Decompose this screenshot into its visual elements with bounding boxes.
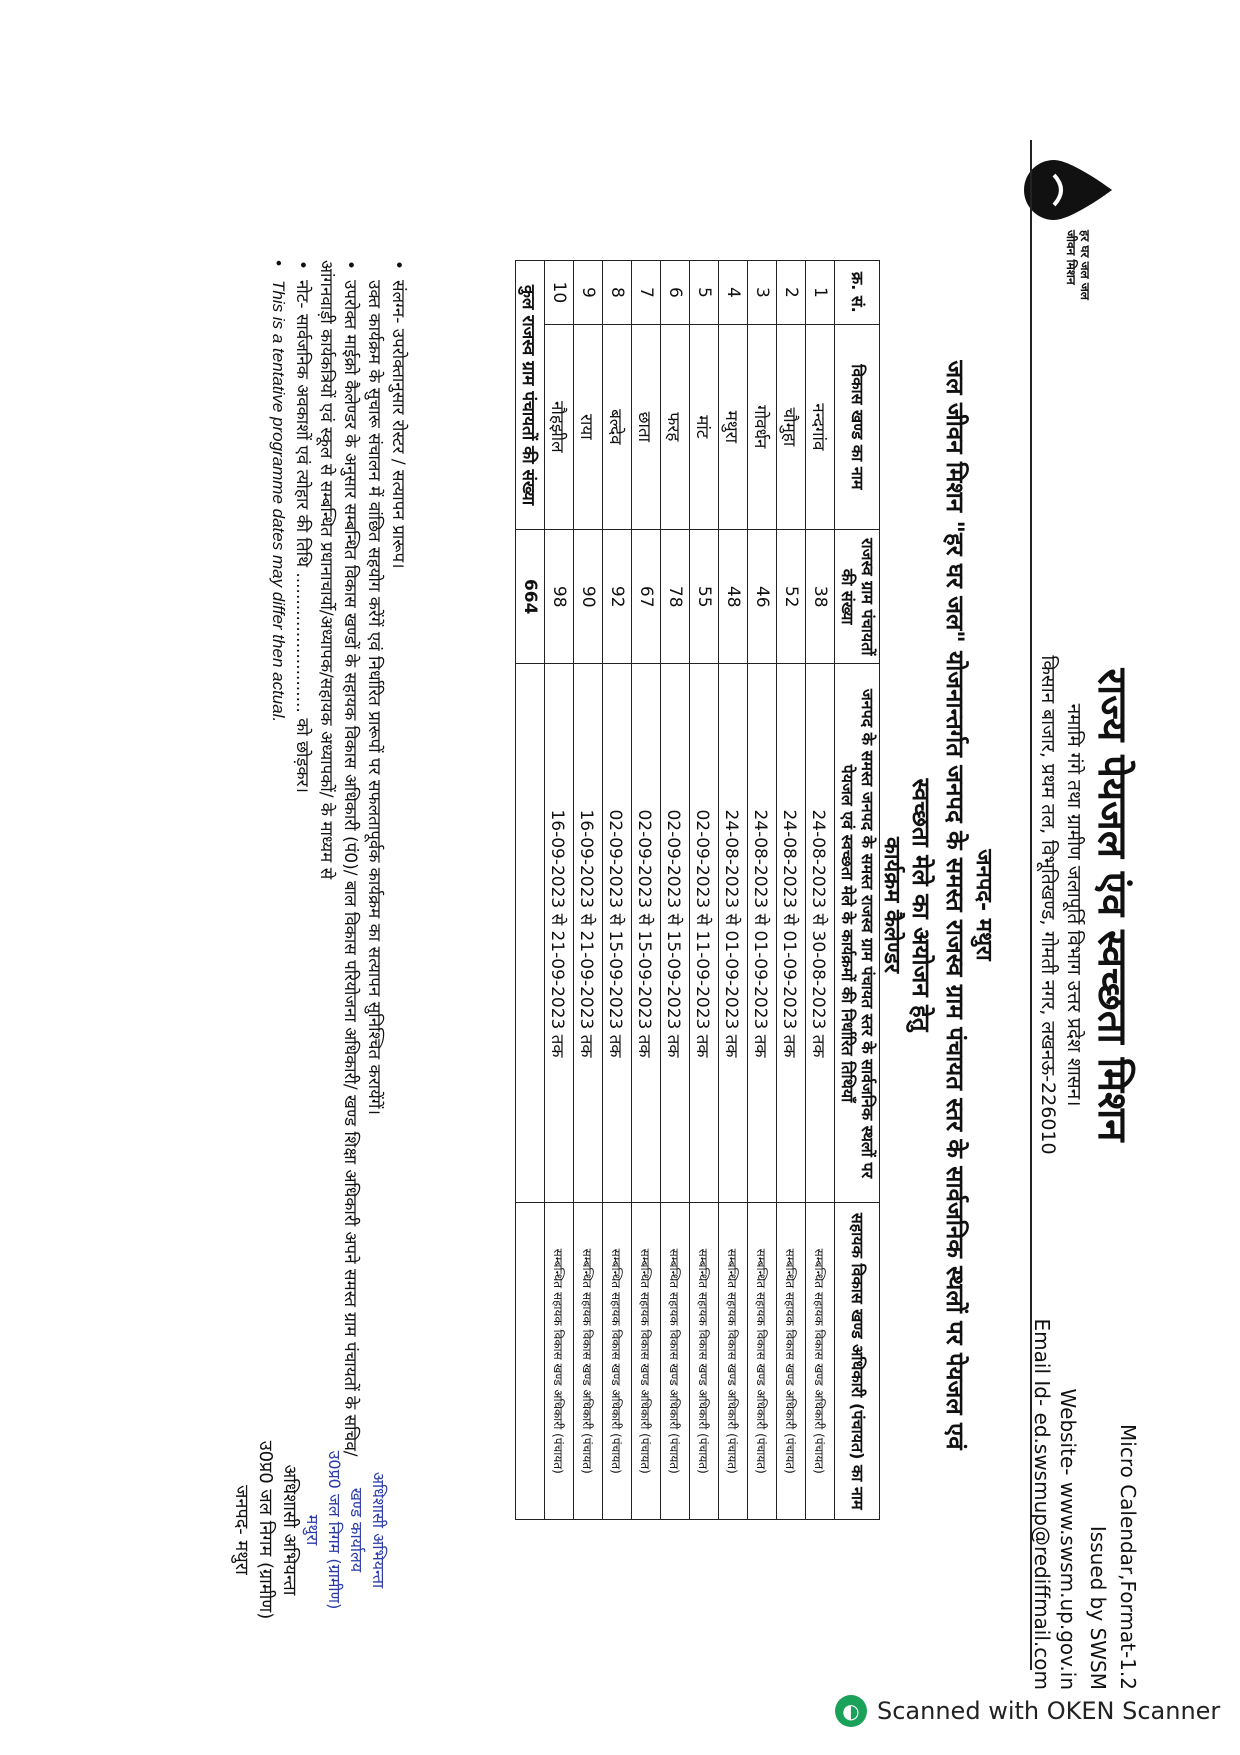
stamp-line4: मथुरा (303, 1514, 322, 1546)
cell-block: गोवर्धन (748, 324, 777, 529)
notes-section (266, 260, 410, 1520)
cell-count: 46 (748, 529, 777, 663)
signatory-title: अधिशासी अभियन्ता (279, 1464, 300, 1596)
note-tentative: •This is a tentative programme dates may differ then actual. (269, 260, 288, 723)
cell-count: 55 (690, 529, 719, 663)
cell-officer: सम्बन्धित सहायक विकास खण्ड अधिकारी (पंचायत) (748, 1203, 777, 1520)
document-heading-line1: जल जीवन मिशन "हर घर जल" योजनान्तर्गत जनपद के समस्त राजस्व ग्राम पंचायत स्तर के सार्वजनिक स्थलों पर पेयजल एवं (941, 360, 969, 1450)
cell-officer: सम्बन्धित सहायक विकास खण्ड अधिकारी (पंचायत) (806, 1203, 835, 1520)
cell-sno: 6 (661, 261, 690, 325)
cell-sno: 7 (632, 261, 661, 325)
cell-block: फरह (661, 324, 690, 529)
cell-sno: 8 (603, 261, 632, 325)
table-row (777, 261, 806, 1520)
header-block: विकास खण्ड का नाम (835, 324, 880, 529)
header-officer: सहायक विकास खण्ड अधिकारी (पंचायत) का नाम (835, 1203, 880, 1520)
office-address: किसान बाजार, प्रथम तल, विभूतिखण्ड, गोमती नगर, लखनऊ-226010 (1037, 655, 1059, 1155)
logo-text: हर घर जल जल जीवन मिशन (1064, 230, 1092, 300)
cell-sno: 2 (777, 261, 806, 325)
table-row (806, 261, 835, 1520)
stamp-line1: अधिशासी अभियन्ता (369, 1471, 388, 1589)
cell-dates: 02-09-2023 से 11-09-2023 तक (690, 664, 719, 1203)
table-row (748, 261, 777, 1520)
cell-dates: 02-09-2023 से 15-09-2023 तक (603, 664, 632, 1203)
table-header-row (835, 261, 880, 1520)
signatory-district: जनपद- मथुरा (231, 1485, 252, 1575)
cell-officer: सम्बन्धित सहायक विकास खण्ड अधिकारी (पंचायत) (777, 1203, 806, 1520)
header-count: राजस्व ग्राम पंचायतों की संख्या (835, 529, 880, 663)
cell-dates: 16-09-2023 से 21-09-2023 तक (545, 664, 574, 1203)
cell-sno: 1 (806, 261, 835, 325)
cell-count: 78 (661, 529, 690, 663)
email: Email Id- ed.swsmup@rediffmail.com (1030, 1318, 1054, 1690)
total-label: कुल राजस्व ग्राम पंचायतों की संख्या (516, 261, 545, 530)
scanner-label: Scanned with OKEN Scanner (877, 1697, 1221, 1725)
cell-dates: 02-09-2023 से 15-09-2023 तक (661, 664, 690, 1203)
cell-count: 48 (719, 529, 748, 663)
document-heading-line3: कार्यक्रम कैलेण्डर (879, 836, 904, 974)
cell-block: मांट (690, 324, 719, 529)
cell-block: चौमुहा (777, 324, 806, 529)
cell-block: बल्देव (603, 324, 632, 529)
cell-count: 38 (806, 529, 835, 663)
cell-officer: सम्बन्धित सहायक विकास खण्ड अधिकारी (पंचायत) (661, 1203, 690, 1520)
note-calendar: •उपरोक्त माईक्रो कैलेण्डर के अनुसार सम्बन्धित विकास खण्डों के सहायक विकास अधिकारी (पं0)/ बाल विकास परियोजना अधिकारी/ खण्ड शिक्षा अधिकारी अपने समस्त ग्राम पंचायतों के सचिव/आंगनवाड़ी कार्यकत्रियों एवं स्कूल से सम्बन्धित प्रधानाचार्यो/अध्यापक/सहायक अध्यापकों/ के माध्यम से (316, 260, 360, 1457)
note-enclosure: •संलग्न- उपरोक्तानुसार रोस्टर / सत्यापन प्रारूप। (388, 260, 408, 569)
cell-sno: 10 (545, 261, 574, 325)
district-label: जनपद- मथुरा (971, 849, 996, 961)
stamp-line2: खण्ड कार्यालय (347, 1487, 366, 1573)
cell-sno: 9 (574, 261, 603, 325)
cell-officer: सम्बन्धित सहायक विकास खण्ड अधिकारी (पंचायत) (603, 1203, 632, 1520)
table-row (545, 261, 574, 1520)
cell-count: 90 (574, 529, 603, 663)
cell-dates: 24-08-2023 से 01-09-2023 तक (748, 664, 777, 1203)
oken-scanner-icon: ◐ (835, 1695, 867, 1727)
cell-count: 92 (603, 529, 632, 663)
rotated-document (30, 80, 1150, 1730)
cell-dates: 24-08-2023 से 01-09-2023 तक (719, 664, 748, 1203)
cell-count: 52 (777, 529, 806, 663)
signature-block (230, 1400, 390, 1660)
cell-block: राया (574, 324, 603, 529)
format-label: Micro Calendar,Format-1.2 (1116, 1424, 1140, 1690)
cell-count: 98 (545, 529, 574, 663)
table-row (574, 261, 603, 1520)
department-subtitle: नमामि गंगे तथा ग्रामीण जलापूर्ति विभाग उत्तर प्रदेश शासन। (1063, 703, 1085, 1107)
note-cooperation: उक्त कार्यक्रम के सुचारू संचालन में वांछित सहयोग करेंगें एवं निर्धारित प्रारूपों पर सफलतापूर्वक कार्यक्रम का सत्यापन सुनिश्चित करायेंगें। (364, 280, 384, 1115)
cell-dates: 24-08-2023 से 30-08-2023 तक (806, 664, 835, 1203)
document-heading-line2: स्वच्छता मेले का अयोजन हेतु (907, 778, 935, 1032)
cell-block: नौहझील (545, 324, 574, 529)
cell-sno: 3 (748, 261, 777, 325)
cell-dates: 24-08-2023 से 01-09-2023 तक (777, 664, 806, 1203)
header-dates: जनपद के समस्त जनपद के समस्त राजस्व ग्राम पंचायत स्तर के सार्वजनिक स्थलों पर पेयजल एवं स्वच्छता मेले के कार्यक्रमों की निर्धारित तिथियाँ (835, 664, 880, 1203)
cell-officer: सम्बन्धित सहायक विकास खण्ड अधिकारी (पंचायत) (719, 1203, 748, 1520)
table-row (690, 261, 719, 1520)
schedule-table (515, 260, 880, 1520)
cell-block: छाता (632, 324, 661, 529)
empty-cell (516, 664, 545, 1203)
cell-sno: 4 (719, 261, 748, 325)
table-row (719, 261, 748, 1520)
page-title: राज्य पेयजल एंव स्वच्छता मिशन (1089, 668, 1135, 1142)
empty-cell (516, 1203, 545, 1520)
table-row (661, 261, 690, 1520)
total-value: 664 (516, 529, 545, 663)
cell-officer: सम्बन्धित सहायक विकास खण्ड अधिकारी (पंचायत) (632, 1203, 661, 1520)
cell-block: मथुरा (719, 324, 748, 529)
stamp-line3: उ0प्र0 जल निगम (ग्रामीण) (325, 1450, 344, 1610)
table-row (603, 261, 632, 1520)
signatory-org: उ0प्र0 जल निगम (ग्रामीण) (255, 1440, 276, 1620)
website: Website- www.swsm.up.gov.in (1056, 1388, 1080, 1690)
note-holidays: •नोट- सार्वजनिक अवकाशों एवं त्योहार की तिथि .......................... को छोड़कर। (292, 260, 312, 793)
issued-by: Issued by SWSM (1086, 1525, 1110, 1690)
cell-count: 67 (632, 529, 661, 663)
header-sno: क्र. सं. (835, 261, 880, 325)
table-row (632, 261, 661, 1520)
cell-dates: 02-09-2023 से 15-09-2023 तक (632, 664, 661, 1203)
cell-block: नन्दगांव (806, 324, 835, 529)
scanner-watermark (835, 1695, 1220, 1727)
cell-officer: सम्बन्धित सहायक विकास खण्ड अधिकारी (पंचायत) (574, 1203, 603, 1520)
table-total-row (516, 261, 545, 1520)
cell-officer: सम्बन्धित सहायक विकास खण्ड अधिकारी (पंचायत) (545, 1203, 574, 1520)
cell-officer: सम्बन्धित सहायक विकास खण्ड अधिकारी (पंचायत) (690, 1203, 719, 1520)
cell-sno: 5 (690, 261, 719, 325)
cell-dates: 16-09-2023 से 21-09-2023 तक (574, 664, 603, 1203)
